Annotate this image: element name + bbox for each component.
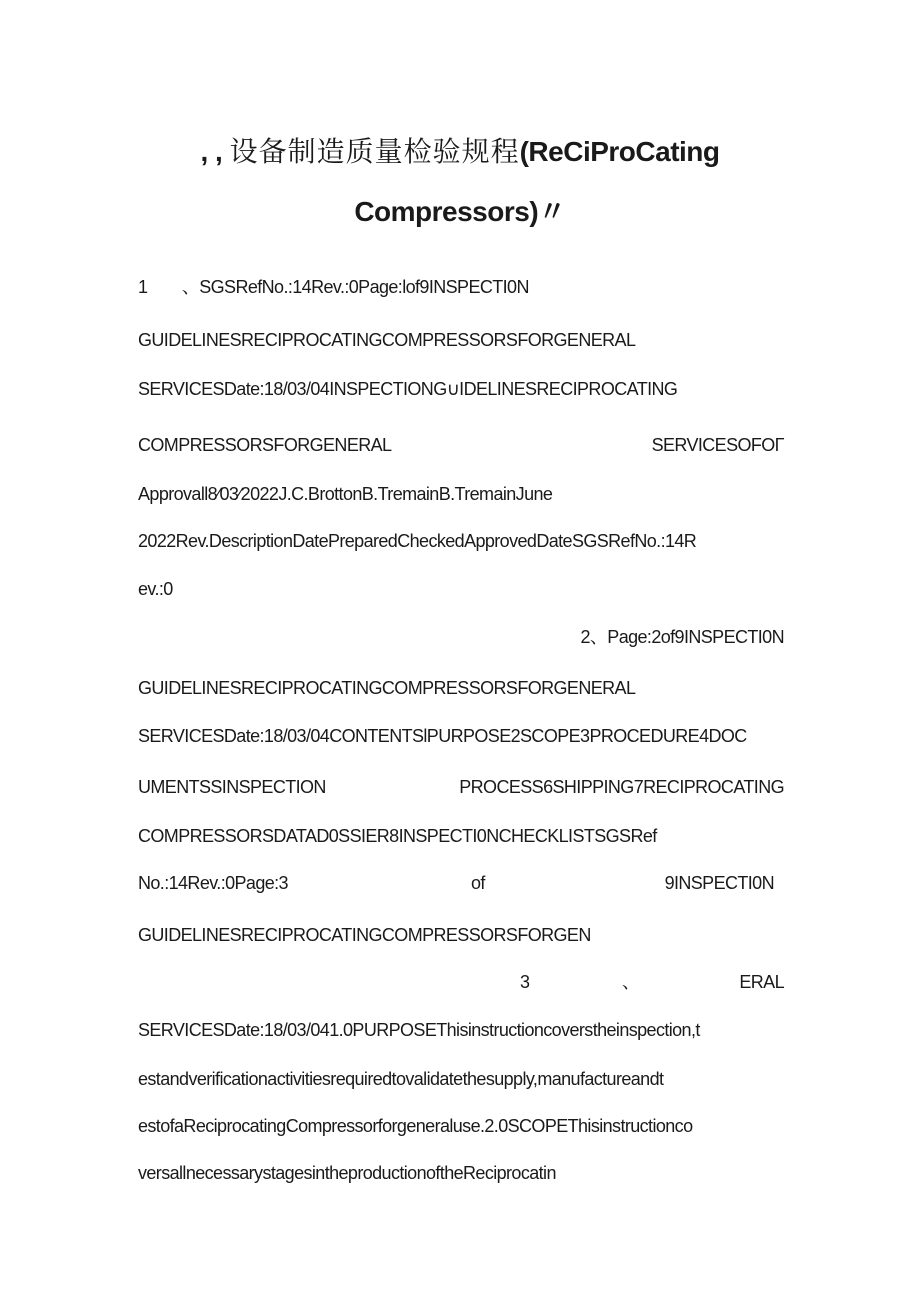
text-line-6: [138, 530, 784, 552]
title-latin: (ReCiProCating: [519, 136, 720, 167]
line-text: 2、Page:2of9INSPECTI0N: [580, 627, 784, 647]
line-text: SERVICESDate:18/03/041.0PURPOSEThisinstructioncoverstheinspection,t: [138, 1020, 700, 1040]
line-number: 1: [138, 277, 148, 297]
text-line-4: [138, 434, 784, 456]
text-line-18: [138, 1115, 784, 1137]
text-line-16: [138, 1019, 784, 1041]
line-text: 、: [622, 972, 640, 992]
line-text: 2022Rev.DescriptionDatePreparedCheckedApprovedDateSGSRefNo.:14R: [138, 531, 697, 551]
text-line-13: [138, 872, 784, 894]
title-chinese: 设备制造质量检验规程: [229, 135, 520, 168]
text-line-17: [138, 1068, 784, 1090]
text-line-2: [138, 329, 784, 351]
text-line-11: [138, 776, 784, 798]
text-line-10: [138, 725, 784, 747]
text-line-3: [138, 378, 784, 400]
text-line-1: [138, 276, 784, 298]
text-line-9: [138, 677, 784, 699]
text-line-14: [138, 924, 784, 946]
line-text: COMPRESSORSDATAD0SSIER8INSPECTI0NCHECKLISTSGSRef: [138, 826, 657, 846]
title-marks-right: 〃: [538, 196, 566, 227]
line-text: SERVICESDate:18/03/04CONTENTSlPURPOSE2SCOPE3PROCEDURE4DOC: [138, 726, 747, 746]
line-text: No.:14Rev.:0Page:3: [138, 873, 288, 893]
line-text: SERVICESOFOΓ: [651, 435, 784, 455]
line-text: of: [471, 873, 485, 893]
text-line-7: [138, 578, 784, 600]
line-number: 3: [520, 972, 530, 992]
line-text: SERVICESDate:18/03/04INSPECTIONG∪IDELINESRECIPROCATING: [138, 379, 678, 399]
title-line-2: Compressors): [354, 196, 539, 227]
text-line-12: [138, 825, 784, 847]
document-title-line-1: [0, 130, 920, 170]
line-text: PROCESS6SHIPPING7RECIPROCATING: [459, 777, 784, 797]
text-line-5: [138, 483, 784, 505]
title-marks-left: , ,: [200, 136, 223, 167]
line-text: GUIDELINESRECIPROCATINGCOMPRESSORSFORGEN: [138, 925, 591, 945]
line-text: COMPRESSORSFORGENERAL: [138, 435, 392, 455]
line-text: 、SGSRefNo.:14Rev.:0Page:lof9INSPECTI0N: [181, 277, 529, 297]
document-title-line-2: [0, 190, 920, 230]
line-text: UMENTSSINSPECTION: [138, 777, 326, 797]
line-text: 9INSPECTI0N: [664, 873, 774, 893]
line-text: ev.:0: [138, 579, 173, 599]
text-line-8: [138, 626, 784, 648]
line-text: Approvall8∕03∕2022J.C.BrottonB.TremainB.TremainJune: [138, 484, 553, 504]
line-text: estandverificationactivitiesrequiredtovalidatethesupply,manufactureandt: [138, 1069, 664, 1089]
line-text: GUIDELINESRECIPROCATINGCOMPRESSORSFORGENERAL: [138, 330, 636, 350]
line-text: ERAL: [739, 972, 784, 992]
line-text: GUIDELINESRECIPROCATINGCOMPRESSORSFORGENERAL: [138, 678, 636, 698]
line-text: versallnecessarystagesintheproductionoftheReciprocatin: [138, 1163, 556, 1183]
line-text: estofaReciprocatingCompressorforgeneraluse.2.0SCOPEThisinstructionco: [138, 1116, 693, 1136]
text-line-19: [138, 1162, 784, 1184]
